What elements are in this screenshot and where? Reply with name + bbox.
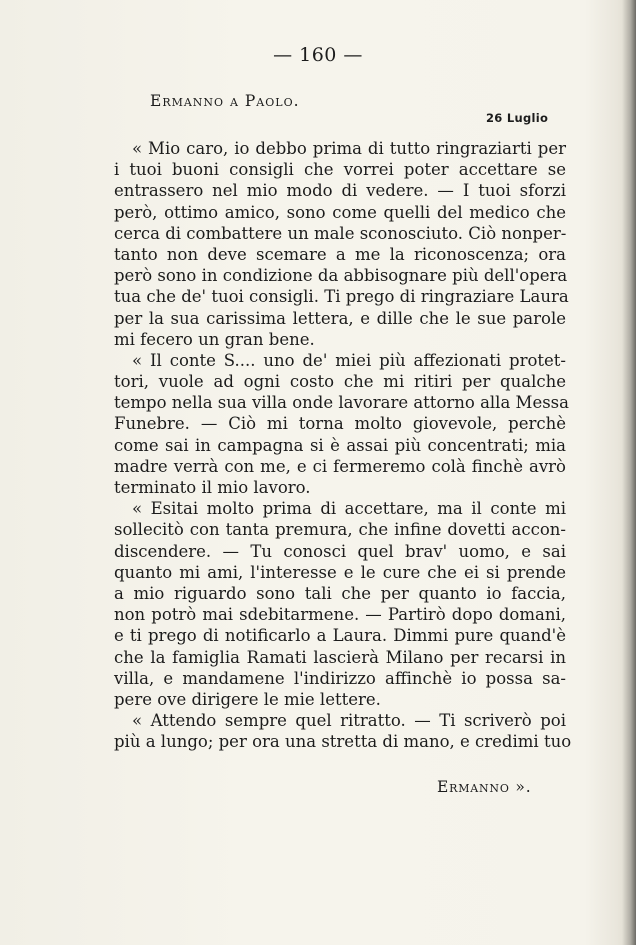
text-line: i tuoi buoni consigli che vorrei poter accettare se xyxy=(114,160,566,180)
text-line: però sono in condizione da abbisognare più dell'opera xyxy=(114,266,568,286)
letter-heading: Ermanno a Paolo. xyxy=(150,92,300,110)
page-number: — 160 — xyxy=(273,44,363,66)
text-line: villa, e mandamene l'indirizzo affinchè io possa sa- xyxy=(114,668,566,688)
signature-close: ». xyxy=(509,778,532,796)
text-line: discendere. — Tu conosci quel brav' uomo, e sai xyxy=(114,541,566,561)
text-line: mi fecero un gran bene. xyxy=(114,329,315,349)
text-line: tempo nella sua villa onde lavorare attorno alla Messa xyxy=(114,393,569,413)
signature-name: Ermanno xyxy=(437,778,510,796)
text-line: quanto mi ami, l'interesse e le cure che ei si prende xyxy=(114,562,566,582)
text-line: cerca di combattere un male sconosciuto. Ciò nonper- xyxy=(114,223,567,243)
text-line: « Esitai molto prima di accettare, ma il conte mi xyxy=(132,499,566,519)
text-line: a mio riguardo sono tali che per quanto io faccia, xyxy=(114,583,566,603)
text-line: Funebre. — Ciò mi torna molto giovevole, perchè xyxy=(114,414,566,434)
text-line: e ti prego di notificarlo a Laura. Dimmi pure quand'è xyxy=(114,626,566,646)
text-line: più a lungo; per ora una stretta di mano, e credimi tuo xyxy=(114,732,572,752)
text-line: tua che de' tuoi consigli. Ti prego di ringraziare Laura xyxy=(114,287,569,307)
text-line: che la famiglia Ramati lascierà Milano per recarsi in xyxy=(114,647,566,667)
text-line: non potrò mai sdebitarmene. — Partirò dopo domani, xyxy=(114,605,566,625)
letter-body xyxy=(114,138,572,752)
text-line: « Mio caro, io debbo prima di tutto ringraziarti per xyxy=(132,139,566,158)
page-edge-shadow xyxy=(622,0,636,945)
text-line: per la sua carissima lettera, e dille che le sue parole xyxy=(114,308,566,328)
text-line: pere ove dirigere le mie lettere. xyxy=(114,689,381,709)
text-line: però, ottimo amico, sono come quelli del medico che xyxy=(114,202,566,222)
text-line: entrassero nel mio modo di vedere. — I tuoi sforzi xyxy=(114,181,566,201)
text-line: tanto non deve scemare a me la riconoscenza; ora xyxy=(114,244,566,264)
text-line: « Attendo sempre quel ritratto. — Ti scriverò poi xyxy=(132,711,566,731)
text-line: madre verrà con me, e ci fermeremo colà finchè avrò xyxy=(114,456,566,476)
text-line: come sai in campagna si è assai più concentrati; mia xyxy=(114,435,566,455)
text-line: terminato il mio lavoro. xyxy=(114,478,311,497)
letter-date: 26 Luglio xyxy=(486,111,549,125)
text-line: tori, vuole ad ogni costo che mi ritiri per qualche xyxy=(114,372,566,392)
text-line: sollecitò con tanta premura, che infine dovetti accon- xyxy=(114,520,566,540)
letter-signature xyxy=(437,778,531,796)
text-line: « Il conte S.... uno de' miei più affezionati protet- xyxy=(132,350,566,370)
